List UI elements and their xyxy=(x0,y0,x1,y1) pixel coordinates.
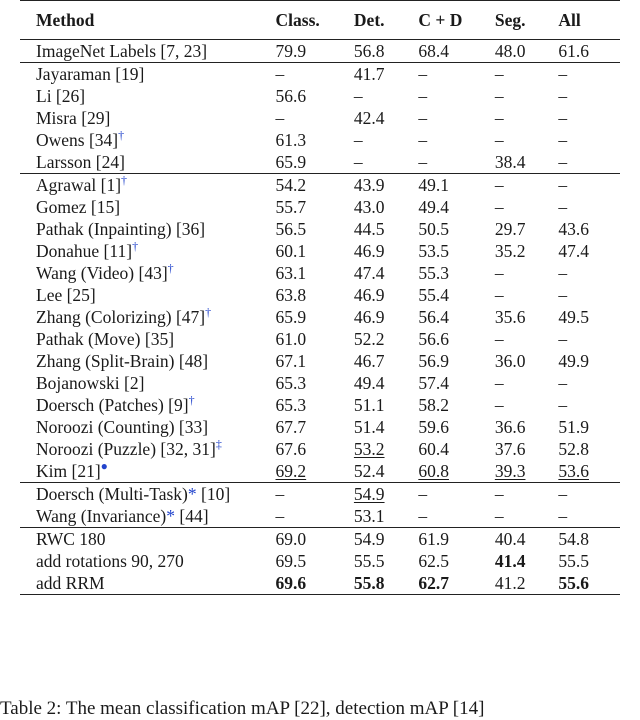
footnote-mark: * xyxy=(187,484,197,504)
value-cell: 46.9 xyxy=(353,307,385,327)
value-cell: 46.7 xyxy=(353,351,385,371)
value-cell: 43.6 xyxy=(558,219,589,239)
value-cell: – xyxy=(494,108,504,128)
footnote-mark: † xyxy=(121,173,128,187)
method-cell xyxy=(20,196,276,218)
footnote-mark: ● xyxy=(100,459,108,473)
value-cell: 54.9 xyxy=(353,529,385,549)
method-cell xyxy=(20,240,276,262)
value-cell: 43.0 xyxy=(353,197,385,217)
value-cell: 48.0 xyxy=(494,41,526,61)
value-cell: – xyxy=(494,64,504,84)
table-row xyxy=(20,438,620,460)
table-row xyxy=(20,505,620,528)
value-cell: 53.2 xyxy=(353,439,385,459)
table-row xyxy=(20,240,620,262)
footnote-mark: † xyxy=(205,305,212,319)
table-row xyxy=(20,460,620,483)
value-cell: 62.5 xyxy=(418,551,449,571)
value-cell: 49.4 xyxy=(353,373,385,393)
header-seg: Seg. xyxy=(494,10,526,30)
value-cell: 56.5 xyxy=(275,219,307,239)
value-cell: 47.4 xyxy=(353,263,385,283)
value-cell: 41.4 xyxy=(494,551,526,571)
value-cell: – xyxy=(494,86,504,106)
value-cell: – xyxy=(558,175,568,195)
table-row xyxy=(20,174,620,197)
table-row xyxy=(20,151,620,174)
value-cell: 51.1 xyxy=(353,395,385,415)
table-row xyxy=(20,284,620,306)
method-name: Lee [25] xyxy=(36,285,96,305)
method-name: Zhang (Split-Brain) [48] xyxy=(36,351,209,371)
value-cell: 56.8 xyxy=(353,41,385,61)
method-name: Kim [21] xyxy=(36,461,101,481)
method-name: Noroozi (Puzzle) [32, 31] xyxy=(36,439,216,459)
value-cell: 46.9 xyxy=(353,241,385,261)
value-cell: – xyxy=(418,86,428,106)
value-cell: 52.4 xyxy=(353,461,385,481)
method-name: Owens [34] xyxy=(36,130,119,150)
method-cell xyxy=(20,550,276,572)
value-cell: 69.6 xyxy=(275,573,307,593)
value-cell: – xyxy=(353,130,363,150)
value-cell: 52.2 xyxy=(353,329,385,349)
value-cell: – xyxy=(275,64,285,84)
value-cell: – xyxy=(494,285,504,305)
value-cell: 61.3 xyxy=(275,130,307,150)
value-cell: 59.6 xyxy=(418,417,449,437)
method-cell xyxy=(20,505,276,528)
method-name: Li [26] xyxy=(36,86,86,106)
footnote-mark: ‡ xyxy=(215,437,222,451)
value-cell: – xyxy=(494,373,504,393)
value-cell: 56.6 xyxy=(275,86,307,106)
value-cell: 29.7 xyxy=(494,219,526,239)
value-cell: 79.9 xyxy=(275,41,307,61)
method-name: Agrawal [1] xyxy=(36,175,122,195)
method-cell xyxy=(20,438,276,460)
method-cell xyxy=(20,262,276,284)
value-cell: 55.6 xyxy=(558,573,589,593)
value-cell: – xyxy=(558,130,568,150)
value-cell: 65.9 xyxy=(275,307,307,327)
method-cell xyxy=(20,40,276,63)
value-cell: 60.4 xyxy=(418,439,449,459)
method-cell xyxy=(20,85,276,107)
value-cell: 56.6 xyxy=(418,329,449,349)
value-cell: 63.1 xyxy=(275,263,307,283)
value-cell: – xyxy=(418,484,428,504)
method-reference: [44] xyxy=(175,506,209,526)
table-row xyxy=(20,394,620,416)
method-cell xyxy=(20,107,276,129)
value-cell: – xyxy=(494,395,504,415)
value-cell: – xyxy=(418,130,428,150)
value-cell: 49.9 xyxy=(558,351,589,371)
value-cell: – xyxy=(275,484,285,504)
header-row xyxy=(20,1,620,40)
value-cell: 53.5 xyxy=(418,241,449,261)
value-cell: – xyxy=(418,108,428,128)
table-row xyxy=(20,550,620,572)
value-cell: 61.0 xyxy=(275,329,307,349)
value-cell: 65.3 xyxy=(275,395,307,415)
value-cell: – xyxy=(418,64,428,84)
value-cell: 35.6 xyxy=(494,307,526,327)
value-cell: – xyxy=(494,197,504,217)
header-method: Method xyxy=(36,10,95,30)
value-cell: – xyxy=(558,395,568,415)
value-cell: – xyxy=(275,506,285,526)
method-cell xyxy=(20,151,276,174)
method-name: Larsson [24] xyxy=(36,152,125,172)
method-name: Jayaraman [19] xyxy=(36,64,145,84)
value-cell: – xyxy=(558,64,568,84)
footnote-mark: † xyxy=(188,393,195,407)
method-name: Pathak (Move) [35] xyxy=(36,329,175,349)
footnote-mark: † xyxy=(167,261,174,275)
value-cell: 42.4 xyxy=(353,108,385,128)
header-cd: C + D xyxy=(418,10,463,30)
value-cell: – xyxy=(494,506,504,526)
value-cell: 55.4 xyxy=(418,285,449,305)
value-cell: 52.8 xyxy=(558,439,589,459)
header-class: Class. xyxy=(275,10,320,30)
method-name: Wang (Invariance) xyxy=(36,506,167,526)
value-cell: 67.7 xyxy=(275,417,307,437)
table-row xyxy=(20,218,620,240)
method-name: Noroozi (Counting) [33] xyxy=(36,417,209,437)
value-cell: – xyxy=(558,86,568,106)
value-cell: 39.3 xyxy=(494,461,526,481)
footnote-mark: † xyxy=(118,128,125,142)
value-cell: 54.2 xyxy=(275,175,307,195)
method-name: Bojanowski [2] xyxy=(36,373,145,393)
value-cell: 61.6 xyxy=(558,41,589,61)
method-name: Zhang (Colorizing) [47] xyxy=(36,307,206,327)
table-row xyxy=(20,416,620,438)
value-cell: – xyxy=(558,152,568,172)
value-cell: 55.5 xyxy=(558,551,589,571)
method-name: Wang (Video) [43] xyxy=(36,263,168,283)
table-row xyxy=(20,129,620,151)
value-cell: 69.0 xyxy=(275,529,307,549)
method-name: Doersch (Multi-Task) xyxy=(36,484,188,504)
value-cell: 41.7 xyxy=(353,64,385,84)
footnote-mark: * xyxy=(166,506,176,526)
header-all: All xyxy=(558,10,581,30)
value-cell: 41.2 xyxy=(494,573,526,593)
value-cell: 35.2 xyxy=(494,241,526,261)
method-cell xyxy=(20,416,276,438)
table-row xyxy=(20,372,620,394)
value-cell: – xyxy=(558,108,568,128)
value-cell: 60.8 xyxy=(418,461,449,481)
value-cell: – xyxy=(275,108,285,128)
method-name: add rotations 90, 270 xyxy=(36,551,184,571)
value-cell: 69.2 xyxy=(275,461,307,481)
method-name: Donahue [11] xyxy=(36,241,133,261)
value-cell: 69.5 xyxy=(275,551,307,571)
table-row xyxy=(20,107,620,129)
value-cell: 53.6 xyxy=(558,461,589,481)
value-cell: – xyxy=(494,484,504,504)
value-cell: 36.6 xyxy=(494,417,526,437)
value-cell: 68.4 xyxy=(418,41,449,61)
value-cell: 49.5 xyxy=(558,307,589,327)
value-cell: 38.4 xyxy=(494,152,526,172)
value-cell: 54.9 xyxy=(353,484,385,504)
method-name: add RRM xyxy=(36,573,105,593)
method-cell xyxy=(20,306,276,328)
table-row xyxy=(20,306,620,328)
value-cell: 55.5 xyxy=(353,551,385,571)
method-name: Misra [29] xyxy=(36,108,111,128)
value-cell: – xyxy=(558,197,568,217)
value-cell: – xyxy=(558,373,568,393)
value-cell: 55.7 xyxy=(275,197,307,217)
method-name: RWC 180 xyxy=(36,529,106,549)
value-cell: 36.0 xyxy=(494,351,526,371)
value-cell: 51.4 xyxy=(353,417,385,437)
value-cell: – xyxy=(494,130,504,150)
value-cell: 56.9 xyxy=(418,351,449,371)
value-cell: – xyxy=(494,175,504,195)
value-cell: – xyxy=(558,285,568,305)
value-cell: 49.1 xyxy=(418,175,449,195)
value-cell: 65.9 xyxy=(275,152,307,172)
method-cell xyxy=(20,350,276,372)
method-reference: [10] xyxy=(196,484,231,504)
method-cell xyxy=(20,328,276,350)
results-table xyxy=(20,0,620,595)
value-cell: – xyxy=(353,152,363,172)
value-cell: 37.6 xyxy=(494,439,526,459)
value-cell: – xyxy=(418,506,428,526)
method-cell xyxy=(20,372,276,394)
value-cell: 58.2 xyxy=(418,395,449,415)
value-cell: – xyxy=(558,506,568,526)
method-cell xyxy=(20,528,276,551)
method-cell xyxy=(20,572,276,595)
value-cell: 63.8 xyxy=(275,285,307,305)
value-cell: – xyxy=(558,484,568,504)
method-cell xyxy=(20,394,276,416)
table-row xyxy=(20,483,620,506)
method-cell xyxy=(20,129,276,151)
value-cell: – xyxy=(353,86,363,106)
table-row xyxy=(20,85,620,107)
value-cell: 43.9 xyxy=(353,175,385,195)
value-cell: 50.5 xyxy=(418,219,449,239)
footnote-mark: † xyxy=(132,239,139,253)
method-name: ImageNet Labels [7, 23] xyxy=(36,41,208,61)
value-cell: 54.8 xyxy=(558,529,589,549)
value-cell: 60.1 xyxy=(275,241,307,261)
method-cell xyxy=(20,460,276,483)
value-cell: 62.7 xyxy=(418,573,449,593)
value-cell: 57.4 xyxy=(418,373,449,393)
table-row xyxy=(20,572,620,595)
value-cell: – xyxy=(494,263,504,283)
method-cell xyxy=(20,218,276,240)
method-cell xyxy=(20,483,276,506)
table-row xyxy=(20,528,620,551)
value-cell: – xyxy=(558,263,568,283)
table-row xyxy=(20,262,620,284)
value-cell: 56.4 xyxy=(418,307,449,327)
value-cell: 47.4 xyxy=(558,241,589,261)
value-cell: – xyxy=(418,152,428,172)
table-row xyxy=(20,40,620,63)
value-cell: 67.6 xyxy=(275,439,307,459)
method-cell xyxy=(20,174,276,197)
method-cell xyxy=(20,284,276,306)
value-cell: 53.1 xyxy=(353,506,385,526)
table-body xyxy=(20,40,620,595)
value-cell: – xyxy=(494,329,504,349)
value-cell: 55.3 xyxy=(418,263,449,283)
value-cell: 67.1 xyxy=(275,351,307,371)
method-cell xyxy=(20,63,276,86)
table-row xyxy=(20,328,620,350)
value-cell: 49.4 xyxy=(418,197,449,217)
method-name: Pathak (Inpainting) [36] xyxy=(36,219,206,239)
table-row xyxy=(20,196,620,218)
value-cell: 40.4 xyxy=(494,529,526,549)
table-caption: Table 2: The mean classification mAP [22], detection mAP [14] xyxy=(0,698,485,719)
value-cell: 61.9 xyxy=(418,529,449,549)
table-row xyxy=(20,350,620,372)
value-cell: 51.9 xyxy=(558,417,589,437)
value-cell: 55.8 xyxy=(353,573,385,593)
value-cell: 65.3 xyxy=(275,373,307,393)
value-cell: 44.5 xyxy=(353,219,385,239)
method-name: Gomez [15] xyxy=(36,197,121,217)
header-det: Det. xyxy=(353,10,385,30)
table-row xyxy=(20,63,620,86)
value-cell: – xyxy=(558,329,568,349)
value-cell: 46.9 xyxy=(353,285,385,305)
method-name: Doersch (Patches) [9] xyxy=(36,395,189,415)
